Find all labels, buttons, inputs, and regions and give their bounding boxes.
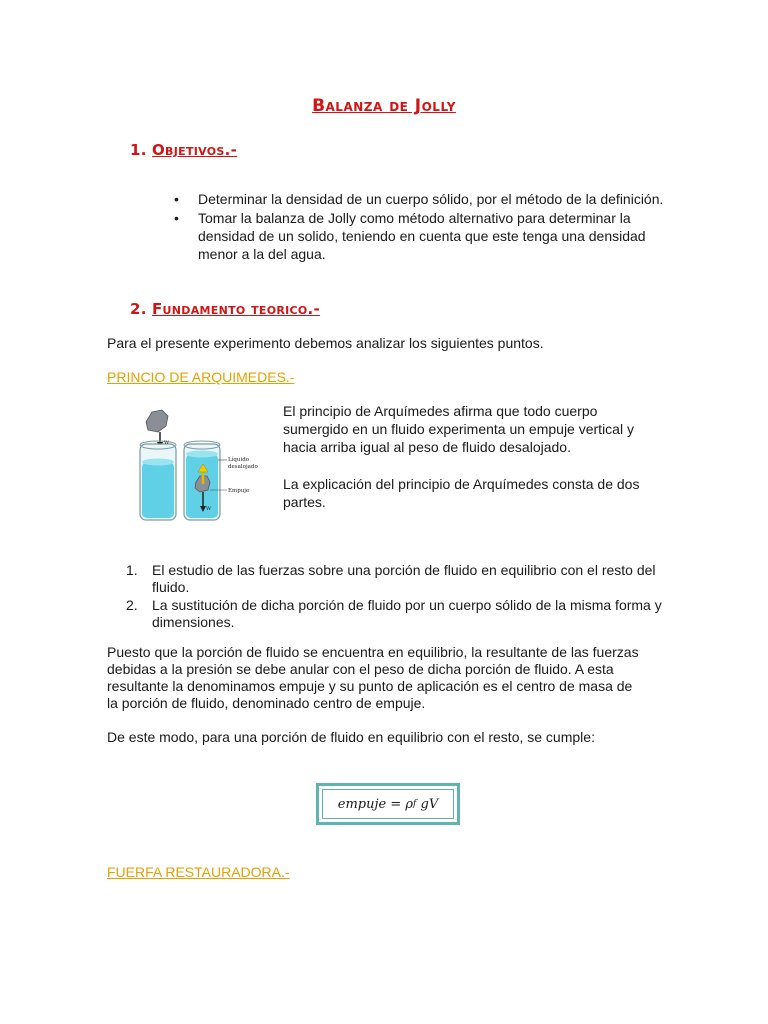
part-item — [126, 562, 666, 596]
part-item — [126, 597, 666, 631]
liquid-label: Líquido — [228, 457, 250, 463]
weight-label-left: W — [164, 440, 170, 446]
part-number: 1. — [126, 562, 138, 578]
formula-lhs: empuje — [337, 796, 387, 812]
objective-item: • Tomar la balanza de Jolly como método alternativo para determinar la densidad de un solido, teniendo en cuenta que este tenga una densidad menor a la del agua. — [174, 209, 674, 263]
left-water-surface — [142, 459, 174, 466]
arquimedes-heading: PRINCIO DE ARQUIMEDES.- — [107, 369, 295, 385]
page-title: Balanza de Jolly — [312, 96, 456, 116]
empuje-label: Empuje — [228, 488, 250, 494]
liquid-label-2: desalojado — [228, 464, 258, 470]
rock-shape — [146, 410, 168, 432]
objectives-list — [174, 190, 674, 264]
part-text: El estudio de las fuerzas sobre una porción de fluido en equilibrio con el resto del fluido. — [152, 562, 656, 595]
part-number: 2. — [126, 597, 138, 613]
right-water-surface — [186, 451, 218, 458]
arquimedes-parts-list — [126, 562, 666, 632]
buoyancy-formula — [322, 789, 454, 819]
section-2-intro: Para el presente experimento debemos analizar los siguientes puntos. — [107, 335, 544, 351]
formula-subscript: f — [413, 799, 417, 809]
objective-item: • Determinar la densidad de un cuerpo sólido, por el método de la definición. — [174, 190, 674, 208]
section-2-title: Fundamento teorico.- — [152, 300, 321, 318]
section-1-title: Objetivos.- — [152, 141, 238, 159]
arquimedes-paragraph-4: De este modo, para una porción de fluido en equilibrio con el resto, se cumple: — [107, 729, 595, 745]
buoyancy-formula-box — [316, 783, 460, 825]
section-2-number: 2. — [130, 300, 147, 318]
section-1-number: 1. — [130, 141, 147, 159]
formula-rest: gV — [420, 796, 439, 812]
part-text: La sustitución de dicha porción de fluido por un cuerpo sólido de la misma forma y dimensiones. — [152, 597, 662, 630]
left-beaker-water — [142, 462, 174, 518]
formula-equals: = — [390, 796, 402, 812]
formula-rho: ρ — [405, 796, 414, 812]
arquimedes-paragraph-2: La explicación del principio de Arquímedes consta de dos partes. — [283, 476, 640, 510]
arquimedes-paragraph-1: El principio de Arquímedes afirma que todo cuerpo sumergido en un fluido experimenta un empuje vertical y hacia arriba igual al peso de fluido desalojado. — [283, 403, 634, 455]
restauradora-heading: FUERFA RESTAURADORA.- — [107, 864, 290, 880]
archimedes-illustration — [132, 404, 270, 524]
section-1-heading — [130, 141, 237, 159]
arquimedes-paragraph-3: Puesto que la porción de fluido se encuentra en equilibrio, la resultante de las fuerzas debidas a la presión se debe anular con el peso de dicha porción de fluido. A esta resultante la denominamos empuje y su punto de aplicación es el centro de masa de la porción de fluido, denominado centro de empuje. — [107, 644, 639, 711]
weight-label-right: W — [206, 506, 212, 512]
section-2-heading — [130, 300, 320, 318]
archimedes-figure — [132, 404, 270, 524]
